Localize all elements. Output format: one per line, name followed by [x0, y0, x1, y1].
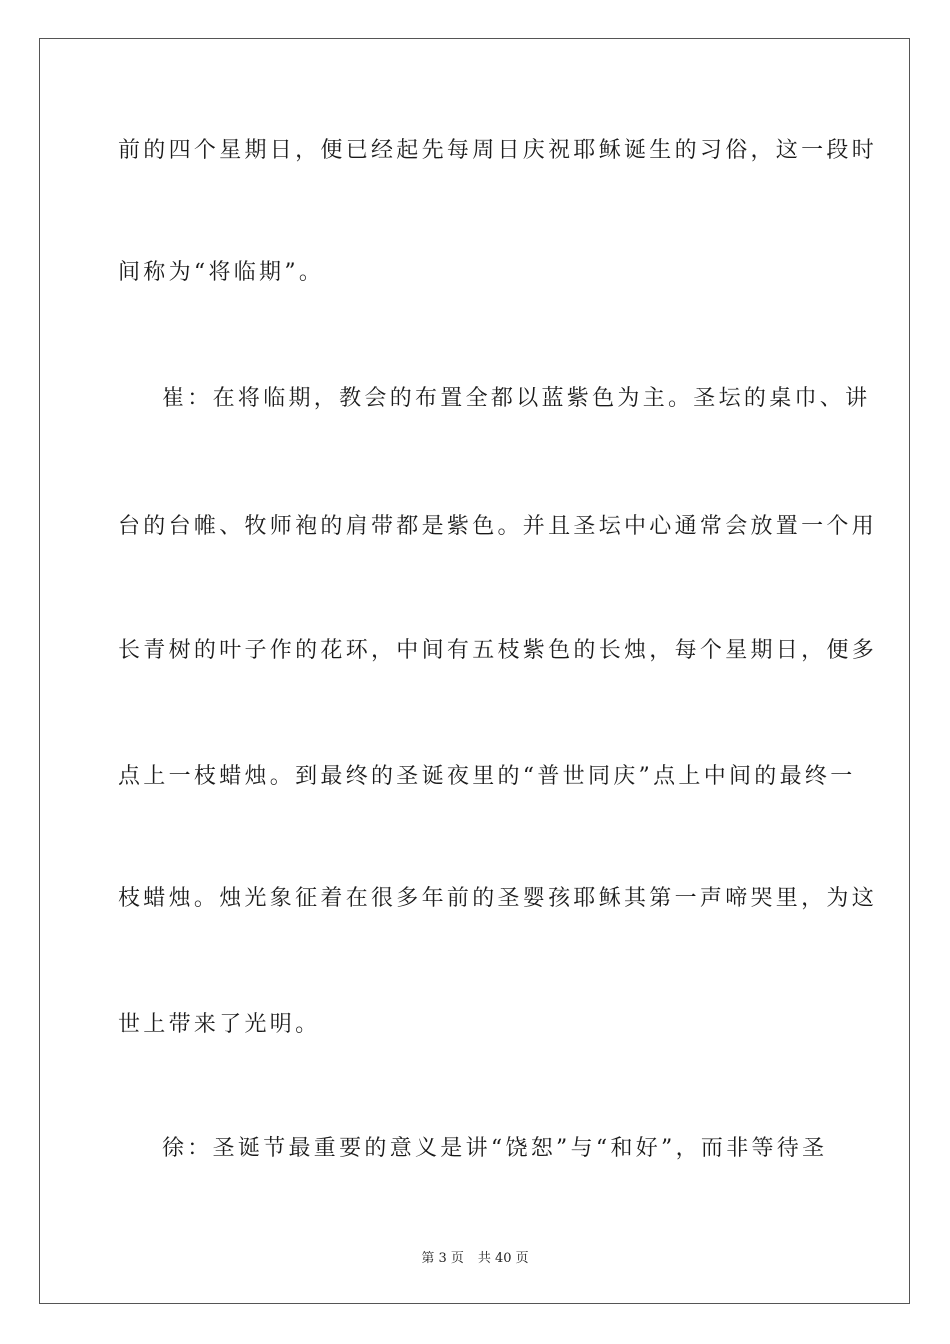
page-number: 第 3 页 — [421, 1251, 464, 1266]
body-text-line: 世上带来了光明。 — [118, 1012, 321, 1037]
page-border — [39, 38, 910, 1304]
paragraph-start-line: 崔：在将临期，教会的布置全都以蓝紫色为主。圣坛的桌巾、讲 — [162, 386, 871, 411]
body-text-line: 点上一枝蜡烛。到最终的圣诞夜里的“普世同庆”点上中间的最终一 — [118, 764, 856, 789]
paragraph-start-line: 徐：圣诞节最重要的意义是讲“饶恕”与“和好”，而非等待圣 — [162, 1136, 828, 1161]
body-text-line: 前的四个星期日，便已经起先每周日庆祝耶稣诞生的习俗，这一段时 — [118, 138, 878, 163]
page-total: 共 40 页 — [477, 1251, 529, 1266]
body-text-line: 枝蜡烛。烛光象征着在很多年前的圣婴孩耶稣其第一声啼哭里，为这 — [118, 886, 878, 911]
page-footer — [0, 1247, 950, 1266]
body-text-line: 台的台帷、牧师袍的肩带都是紫色。并且圣坛中心通常会放置一个用 — [118, 514, 878, 539]
body-text-line: 长青树的叶子作的花环，中间有五枝紫色的长烛，每个星期日，便多 — [118, 638, 878, 663]
body-text-line: 间称为“将临期”。 — [118, 260, 325, 285]
